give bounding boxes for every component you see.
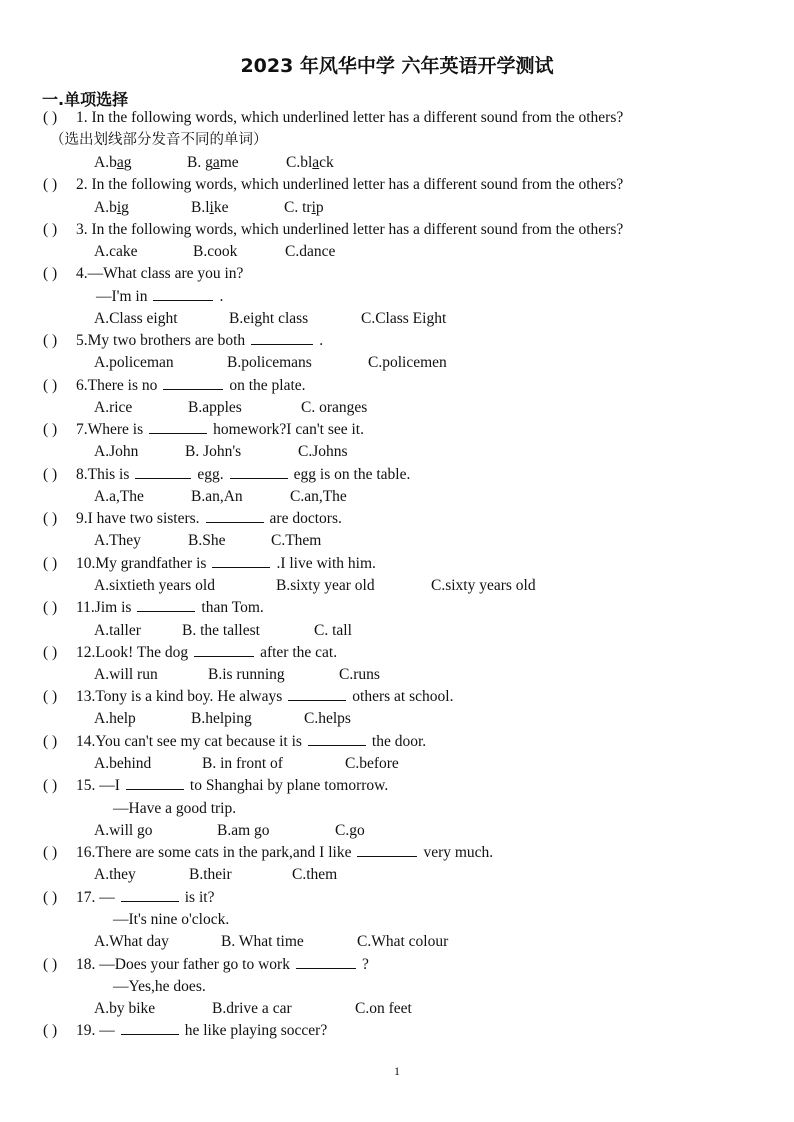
option-c: C.go [335,822,365,839]
option-a: A.taller [94,622,141,639]
question-18-options [0,998,794,1020]
answer-blank[interactable] [137,597,195,612]
option-c: C.Them [271,532,322,549]
answer-bracket[interactable]: ( ) [43,265,58,282]
answer-bracket[interactable]: ( ) [43,956,58,973]
answer-blank[interactable] [121,1020,179,1035]
question-stem: 5.My two brothers are both . [76,332,324,349]
option-c: C. trip [284,199,324,216]
answer-bracket[interactable]: ( ) [43,332,58,349]
question-11-options [0,620,794,642]
option-b: B. in front of [202,755,283,772]
question-stem: 9.I have two sisters. are doctors. [76,510,342,527]
option-c: C.an,The [290,488,347,505]
option-a: A.behind [94,755,152,772]
dialogue-line: —It's nine o'clock. [113,911,230,928]
option-b: B.drive a car [212,1000,292,1017]
option-c: C.them [292,866,338,883]
option-b: B.like [191,199,229,216]
answer-blank[interactable] [153,286,213,301]
question-14-options [0,753,794,775]
answer-bracket[interactable]: ( ) [43,466,58,483]
answer-blank[interactable] [194,642,254,657]
option-a: A.sixtieth years old [94,577,215,594]
question-10-options [0,575,794,597]
option-b: B.policemans [227,354,312,371]
question-1-options [0,152,794,174]
answer-bracket[interactable]: ( ) [43,109,58,126]
option-b: B.sixty year old [276,577,375,594]
answer-bracket[interactable]: ( ) [43,777,58,794]
option-a: A.a,The [94,488,144,505]
answer-bracket[interactable]: ( ) [43,1022,58,1039]
option-a: A.rice [94,399,133,416]
question-17-line2 [0,909,794,931]
question-7-options [0,441,794,463]
option-a: A.John [94,443,139,460]
option-a: A.they [94,866,136,883]
question-stem: 19. — he like playing soccer? [76,1022,328,1039]
question-3 [0,219,794,241]
answer-blank[interactable] [308,731,366,746]
option-c: C.dance [285,243,336,260]
dialogue-line: —I'm in . [96,288,224,305]
option-c: C.Class Eight [361,310,447,327]
question-4-options [0,308,794,330]
option-a: A.will run [94,666,158,683]
option-c: C.What colour [357,933,449,950]
question-12-options [0,664,794,686]
option-a: A.What day [94,933,169,950]
question-12 [0,642,794,664]
question-15-options [0,820,794,842]
answer-blank[interactable] [126,775,184,790]
question-19 [0,1020,794,1042]
question-16-options [0,864,794,886]
option-b: B.eight class [229,310,309,327]
option-c: C.on feet [355,1000,412,1017]
answer-bracket[interactable]: ( ) [43,421,58,438]
question-5-options [0,352,794,374]
question-stem: 2. In the following words, which underlined letter has a different sound from the others? [76,176,624,193]
option-b: B.an,An [191,488,243,505]
option-c: C.helps [304,710,351,727]
question-4-line2 [0,286,794,308]
option-c: C.black [286,154,334,171]
question-stem: 12.Look! The dog after the cat. [76,644,338,661]
question-14 [0,731,794,753]
question-18 [0,954,794,976]
question-13-options [0,708,794,730]
question-stem: 17. — is it? [76,889,215,906]
question-stem: 10.My grandfather is .I live with him. [76,555,376,572]
option-b: B.helping [191,710,252,727]
question-stem: 13.Tony is a kind boy. He always others at school. [76,688,454,705]
question-5 [0,330,794,352]
answer-bracket[interactable]: ( ) [43,510,58,527]
option-b: B.She [188,532,226,549]
option-a: A.will go [94,822,153,839]
option-a: A.cake [94,243,138,260]
question-stem: 8.This is egg. egg is on the table. [76,466,411,483]
answer-bracket[interactable]: ( ) [43,176,58,193]
answer-blank[interactable] [206,508,264,523]
question-13 [0,686,794,708]
option-b: B.apples [188,399,242,416]
answer-blank[interactable] [296,954,356,969]
question-15-line2 [0,798,794,820]
question-17 [0,887,794,909]
answer-blank[interactable] [251,330,313,345]
option-b: B. John's [185,443,242,460]
question-1-note [0,129,794,151]
question-stem: 14.You can't see my cat because it is the door. [76,733,427,750]
answer-bracket[interactable]: ( ) [43,599,58,616]
question-6-options [0,397,794,419]
question-8-options [0,486,794,508]
answer-blank[interactable] [230,464,288,479]
question-stem: 4.—What class are you in? [76,265,244,282]
option-a: A.bag [94,154,132,171]
answer-blank[interactable] [357,842,417,857]
option-a: A.help [94,710,136,727]
answer-bracket[interactable]: ( ) [43,221,58,238]
question-stem: 1. In the following words, which underlined letter has a different sound from the others? [76,109,624,126]
page-number: 1 [394,1064,400,1078]
instruction-note: （选出划线部分发音不同的单词） [50,132,268,148]
question-10 [0,553,794,575]
answer-blank[interactable] [163,375,223,390]
option-a: A.by bike [94,1000,156,1017]
question-stem: 18. —Does your father go to work ? [76,956,369,973]
question-6 [0,375,794,397]
answer-blank[interactable] [121,887,179,902]
page-title: 2023 年风华中学 六年英语开学测试 [240,55,554,77]
answer-bracket[interactable]: ( ) [43,889,58,906]
option-c: C.runs [339,666,380,683]
question-stem: 16.There are some cats in the park,and I like very much. [76,844,494,861]
option-a: A.policeman [94,354,174,371]
question-4 [0,263,794,285]
answer-bracket[interactable]: ( ) [43,555,58,572]
question-3-options [0,241,794,263]
question-2 [0,174,794,196]
answer-blank[interactable] [288,686,346,701]
question-1 [0,107,794,129]
question-stem: 3. In the following words, which underlined letter has a different sound from the others? [76,221,624,238]
answer-bracket[interactable]: ( ) [43,644,58,661]
question-16 [0,842,794,864]
question-stem: 15. —I to Shanghai by plane tomorrow. [76,777,389,794]
option-c: C.Johns [298,443,348,460]
option-c: C.sixty years old [431,577,536,594]
option-a: A.Class eight [94,310,178,327]
question-stem: 7.Where is homework?I can't see it. [76,421,364,438]
dialogue-line: —Have a good trip. [113,800,237,817]
option-b: B.am go [217,822,270,839]
option-c: C.policemen [368,354,447,371]
option-b: B. the tallest [182,622,260,639]
option-b: B.is running [208,666,285,683]
option-b: B. game [187,154,239,171]
question-15 [0,775,794,797]
question-stem: 11.Jim is than Tom. [76,599,264,616]
option-b: B. What time [221,933,304,950]
answer-bracket[interactable]: ( ) [43,733,58,750]
question-18-line2 [0,976,794,998]
option-c: C. tall [314,622,352,639]
option-b: B.their [189,866,232,883]
option-c: C.before [345,755,399,772]
question-17-options [0,931,794,953]
question-stem: 6.There is no on the plate. [76,377,306,394]
question-9-options [0,530,794,552]
answer-bracket[interactable]: ( ) [43,844,58,861]
answer-bracket[interactable]: ( ) [43,377,58,394]
question-2-options [0,197,794,219]
option-b: B.cook [193,243,238,260]
option-c: C. oranges [301,399,368,416]
option-a: A.They [94,532,141,549]
answer-bracket[interactable]: ( ) [43,688,58,705]
answer-blank[interactable] [149,419,207,434]
question-11 [0,597,794,619]
answer-blank[interactable] [135,464,191,479]
option-a: A.big [94,199,129,216]
question-9 [0,508,794,530]
dialogue-line: —Yes,he does. [113,978,206,995]
section-heading: 一.单项选择 [42,90,129,109]
answer-blank[interactable] [212,553,270,568]
question-8 [0,464,794,486]
question-7 [0,419,794,441]
